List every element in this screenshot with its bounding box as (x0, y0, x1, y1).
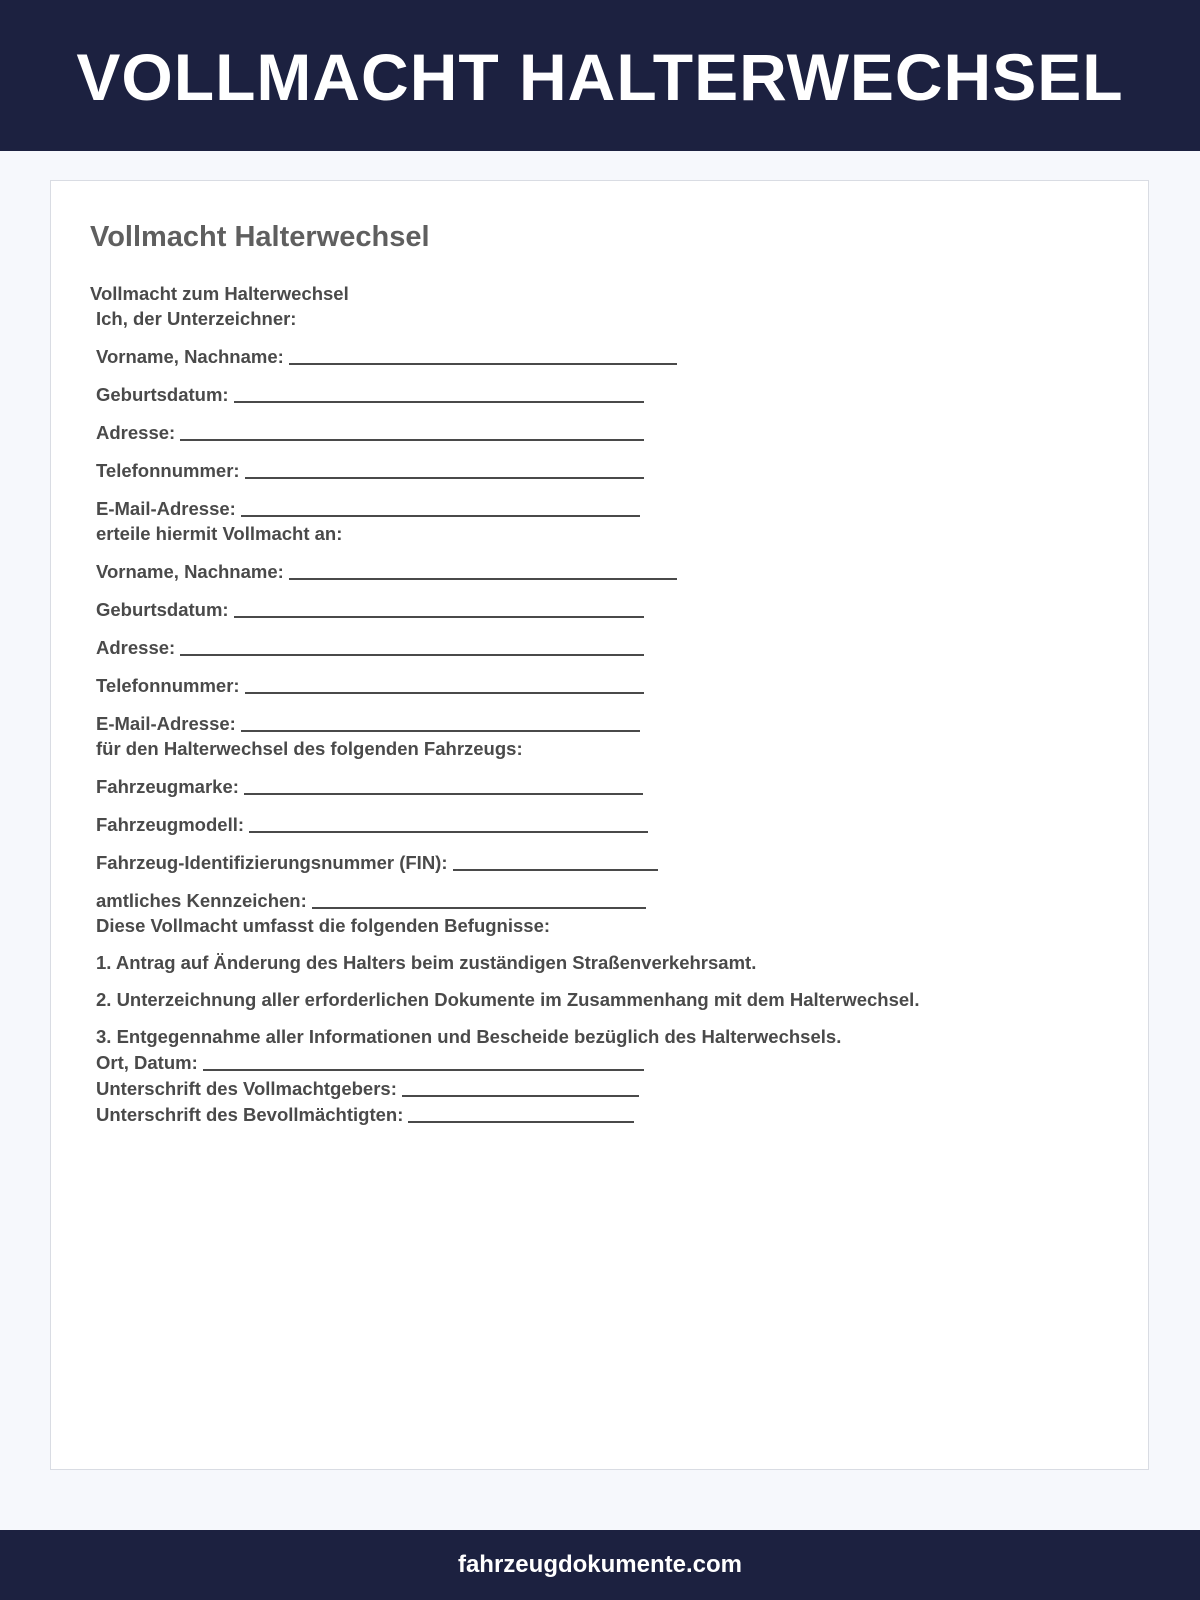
place-date-field (96, 1049, 919, 1075)
blank-line (244, 775, 643, 795)
grantor-email-field (96, 495, 919, 521)
agent-address-field (96, 634, 919, 660)
blank-line (289, 560, 677, 580)
blank-line (180, 636, 644, 656)
blank-line (408, 1103, 634, 1123)
footer-banner (0, 1530, 1200, 1600)
blank-line (241, 712, 640, 732)
blank-line (180, 421, 644, 441)
field-label: Geburtsdatum: (96, 599, 229, 620)
field-label: Unterschrift des Vollmachtgebers: (96, 1078, 397, 1099)
field-label: Telefonnummer: (96, 460, 240, 481)
footer-website: fahrzeugdokumente.com (457, 1551, 743, 1578)
field-label: Telefonnummer: (96, 675, 240, 696)
vehicle-brand-field (96, 773, 919, 799)
power-item: 2. Unterzeichnung aller erforderlichen Dokumente im Zusammenhang mit dem Halterwechsel. (96, 989, 920, 1010)
field-label: Geburtsdatum: (96, 384, 229, 405)
field-label: Adresse: (96, 422, 176, 443)
blank-line (402, 1077, 639, 1097)
vehicle-statement: für den Halterwechsel des folgenden Fahrzeugs: (96, 738, 523, 759)
vehicle-model-field (96, 811, 919, 837)
blank-line (289, 345, 677, 365)
document-subtitle: Vollmacht zum Halterwechsel (90, 283, 349, 304)
powers-statement: Diese Vollmacht umfasst die folgenden Befugnisse: (96, 915, 551, 936)
field-label: E-Mail-Adresse: (96, 498, 236, 519)
vehicle-vin-field (96, 849, 919, 875)
blank-line (245, 674, 644, 694)
agent-name-field (96, 558, 919, 584)
field-label: Fahrzeugmarke: (96, 776, 239, 797)
field-label: Vorname, Nachname: (96, 561, 284, 582)
power-item: 1. Antrag auf Änderung des Halters beim zuständigen Straßenverkehrsamt. (96, 952, 757, 973)
agent-birthdate-field (96, 596, 919, 622)
field-label: Ort, Datum: (96, 1052, 198, 1073)
blank-line (234, 598, 644, 618)
header-title: VOLLMACHT HALTERWECHSEL (76, 39, 1124, 114)
blank-line (312, 889, 646, 909)
document-content (90, 306, 919, 1127)
agent-signature-field (96, 1101, 919, 1127)
blank-line (453, 851, 658, 871)
field-label: Unterschrift des Bevollmächtigten: (96, 1104, 404, 1125)
field-label: Vorname, Nachname: (96, 346, 284, 367)
blank-line (241, 497, 640, 517)
grantor-signature-field (96, 1075, 919, 1101)
grant-statement: erteile hiermit Vollmacht an: (96, 523, 343, 544)
grantor-birthdate-field (96, 381, 919, 407)
grantor-address-field (96, 419, 919, 445)
intro-text: Ich, der Unterzeichner: (96, 308, 297, 329)
blank-line (249, 813, 648, 833)
power-item: 3. Entgegennahme aller Informationen und Bescheide bezüglich des Halterwechsels. (96, 1026, 842, 1047)
field-label: Fahrzeug-Identifizierungsnummer (FIN): (96, 852, 448, 873)
blank-line (234, 383, 644, 403)
document-body (90, 281, 919, 1127)
blank-line (203, 1051, 644, 1071)
document-title: Vollmacht Halterwechsel (90, 221, 430, 253)
agent-email-field (96, 710, 919, 736)
field-label: Adresse: (96, 637, 176, 658)
blank-line (245, 459, 644, 479)
grantor-name-field (96, 343, 919, 369)
document-card (50, 180, 1149, 1470)
header-banner (0, 0, 1200, 151)
vehicle-plate-field (96, 887, 919, 913)
agent-phone-field (96, 672, 919, 698)
field-label: E-Mail-Adresse: (96, 713, 236, 734)
grantor-phone-field (96, 457, 919, 483)
field-label: Fahrzeugmodell: (96, 814, 245, 835)
field-label: amtliches Kennzeichen: (96, 890, 307, 911)
